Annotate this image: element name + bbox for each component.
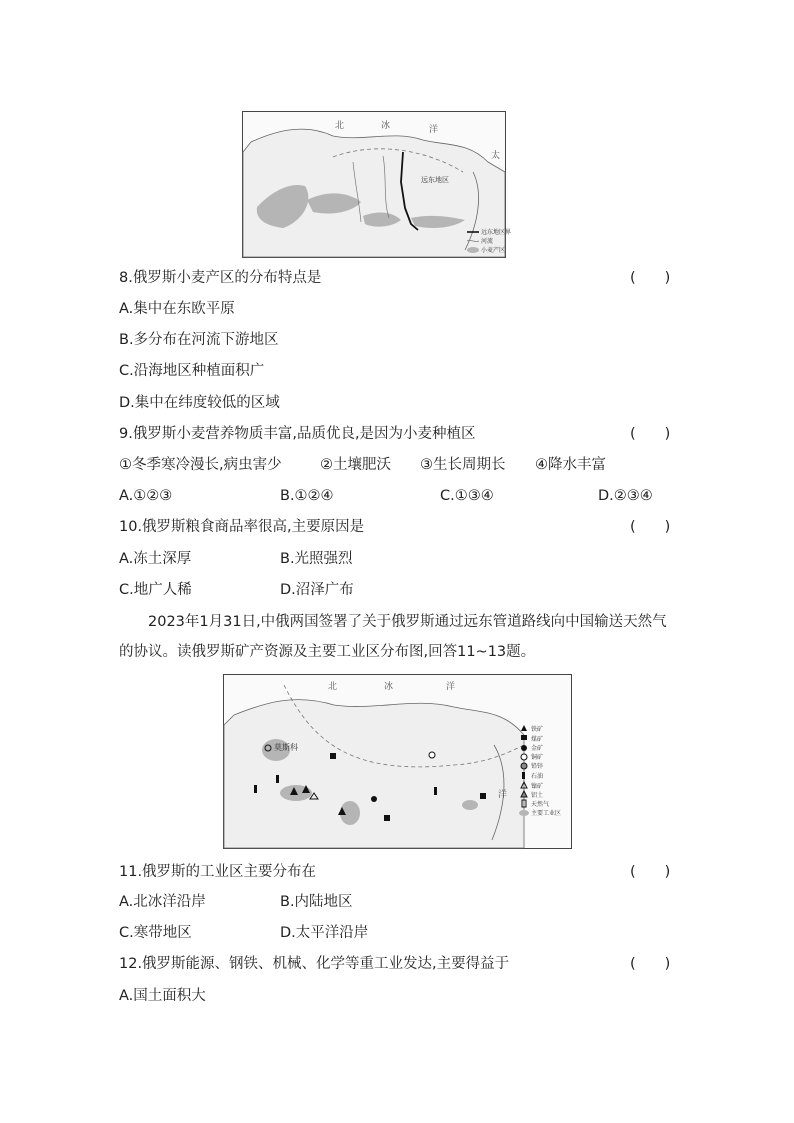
- q12-answer-blank: ( ): [630, 956, 671, 972]
- map1-ocean-label-4: 太: [491, 151, 501, 161]
- q10-option-b: B.光照强烈: [280, 551, 353, 567]
- q9-statement-2: ②土壤肥沃: [320, 457, 391, 473]
- q10-option-a: A.冻土深厚: [119, 551, 192, 567]
- legend-copper-icon: [521, 754, 527, 760]
- map2-legend-3: 金矿: [531, 745, 544, 752]
- map2-ocean-label-3: 洋: [446, 682, 456, 692]
- map2-legend-8: 铝土: [531, 792, 544, 799]
- q10-option-c: C.地广人稀: [119, 582, 192, 598]
- q8-stem: 8.俄罗斯小麦产区的分布特点是: [119, 270, 322, 286]
- map2-legend-6: 石油: [531, 773, 544, 780]
- q9-option-d: D.②③④: [598, 488, 653, 504]
- q10-answer-blank: ( ): [630, 519, 671, 535]
- map2-legend-7: 镍矿: [531, 783, 544, 790]
- q9-answer-blank: ( ): [630, 426, 671, 442]
- q11-stem: 11.俄罗斯的工业区主要分布在: [119, 864, 317, 880]
- q8-option-c: C.沿海地区种植面积广: [119, 363, 265, 379]
- legend-coal-icon: [521, 735, 527, 740]
- map1-ocean-label-1: 北: [335, 121, 345, 131]
- q9-option-b: B.①②④: [280, 488, 334, 504]
- q8-option-a: A.集中在东欧平原: [119, 301, 235, 317]
- map2-ocean-label-2: 冰: [384, 682, 394, 692]
- far-east-label: 远东地区: [421, 176, 449, 184]
- map1-ocean-label-2: 冰: [381, 121, 391, 131]
- map2-legend-1: 铁矿: [531, 726, 544, 733]
- q9-statement-4: ④降水丰富: [535, 457, 606, 473]
- wheat-map-svg: [243, 112, 512, 257]
- q10-option-d: D.沼泽广布: [280, 582, 354, 598]
- legend-gold-icon: [521, 745, 527, 751]
- map2-legend-10: 主要工业区: [531, 810, 562, 817]
- q9-statement-1: ①冬季寒冷漫长,病虫害少: [119, 457, 282, 473]
- map1-legend-3: 小麦产区: [481, 247, 506, 254]
- q12-stem: 12.俄罗斯能源、钢铁、机械、化学等重工业发达,主要得益于: [119, 956, 510, 972]
- map2-ocean-label-1: 北: [328, 682, 338, 692]
- map1-ocean-label-3: 洋: [429, 125, 439, 135]
- q11-answer-blank: ( ): [630, 864, 671, 880]
- passage-text: 2023年1月31日,中俄两国签署了关于俄罗斯通过远东管道路线向中国输送天然气的协议。读俄罗斯矿产资源及主要工业区分布图,回答11~13题。: [119, 614, 667, 660]
- q11-option-b: B.内陆地区: [280, 894, 353, 910]
- q8-option-d: D.集中在纬度较低的区域: [119, 395, 280, 411]
- wheat-region-map: [242, 111, 512, 258]
- map2-legend-9: 天然气: [531, 801, 550, 808]
- legend-industrial-icon: [519, 810, 529, 816]
- q9-stem: 9.俄罗斯小麦营养物质丰富,品质优良,是因为小麦种植区: [119, 426, 476, 442]
- q9-option-c: C.①③④: [440, 488, 494, 504]
- q8-answer-blank: ( ): [630, 270, 671, 286]
- map1-legend-1: 远东地区界: [481, 229, 512, 236]
- map1-legend-2: 河流: [481, 238, 494, 245]
- map2-ocean-label-4: 洋: [498, 790, 508, 800]
- q11-option-a: A.北冰洋沿岸: [119, 894, 206, 910]
- map2-legend-4: 铜矿: [531, 754, 544, 761]
- q12-option-a: A.国土面积大: [119, 988, 206, 1004]
- map2-legend-2: 煤矿: [531, 736, 544, 743]
- legend-lead-zinc-icon: [521, 763, 527, 769]
- q11-option-d: D.太平洋沿岸: [280, 925, 369, 941]
- legend-wheat-icon: [467, 247, 479, 253]
- q11-option-c: C.寒带地区: [119, 925, 192, 941]
- q9-statement-3: ③生长周期长: [420, 457, 506, 473]
- map2-legend-5: 铅锌: [531, 763, 544, 770]
- mineral-map-svg: [224, 675, 571, 848]
- legend-oil-icon: [522, 772, 525, 779]
- q8-option-b: B.多分布在河流下游地区: [119, 332, 279, 348]
- q10-stem: 10.俄罗斯粮食商品率很高,主要原因是: [119, 519, 365, 535]
- moscow-label: 莫斯科: [274, 743, 298, 752]
- mineral-industry-map: [223, 674, 572, 849]
- q9-option-a: A.①②③: [119, 488, 173, 504]
